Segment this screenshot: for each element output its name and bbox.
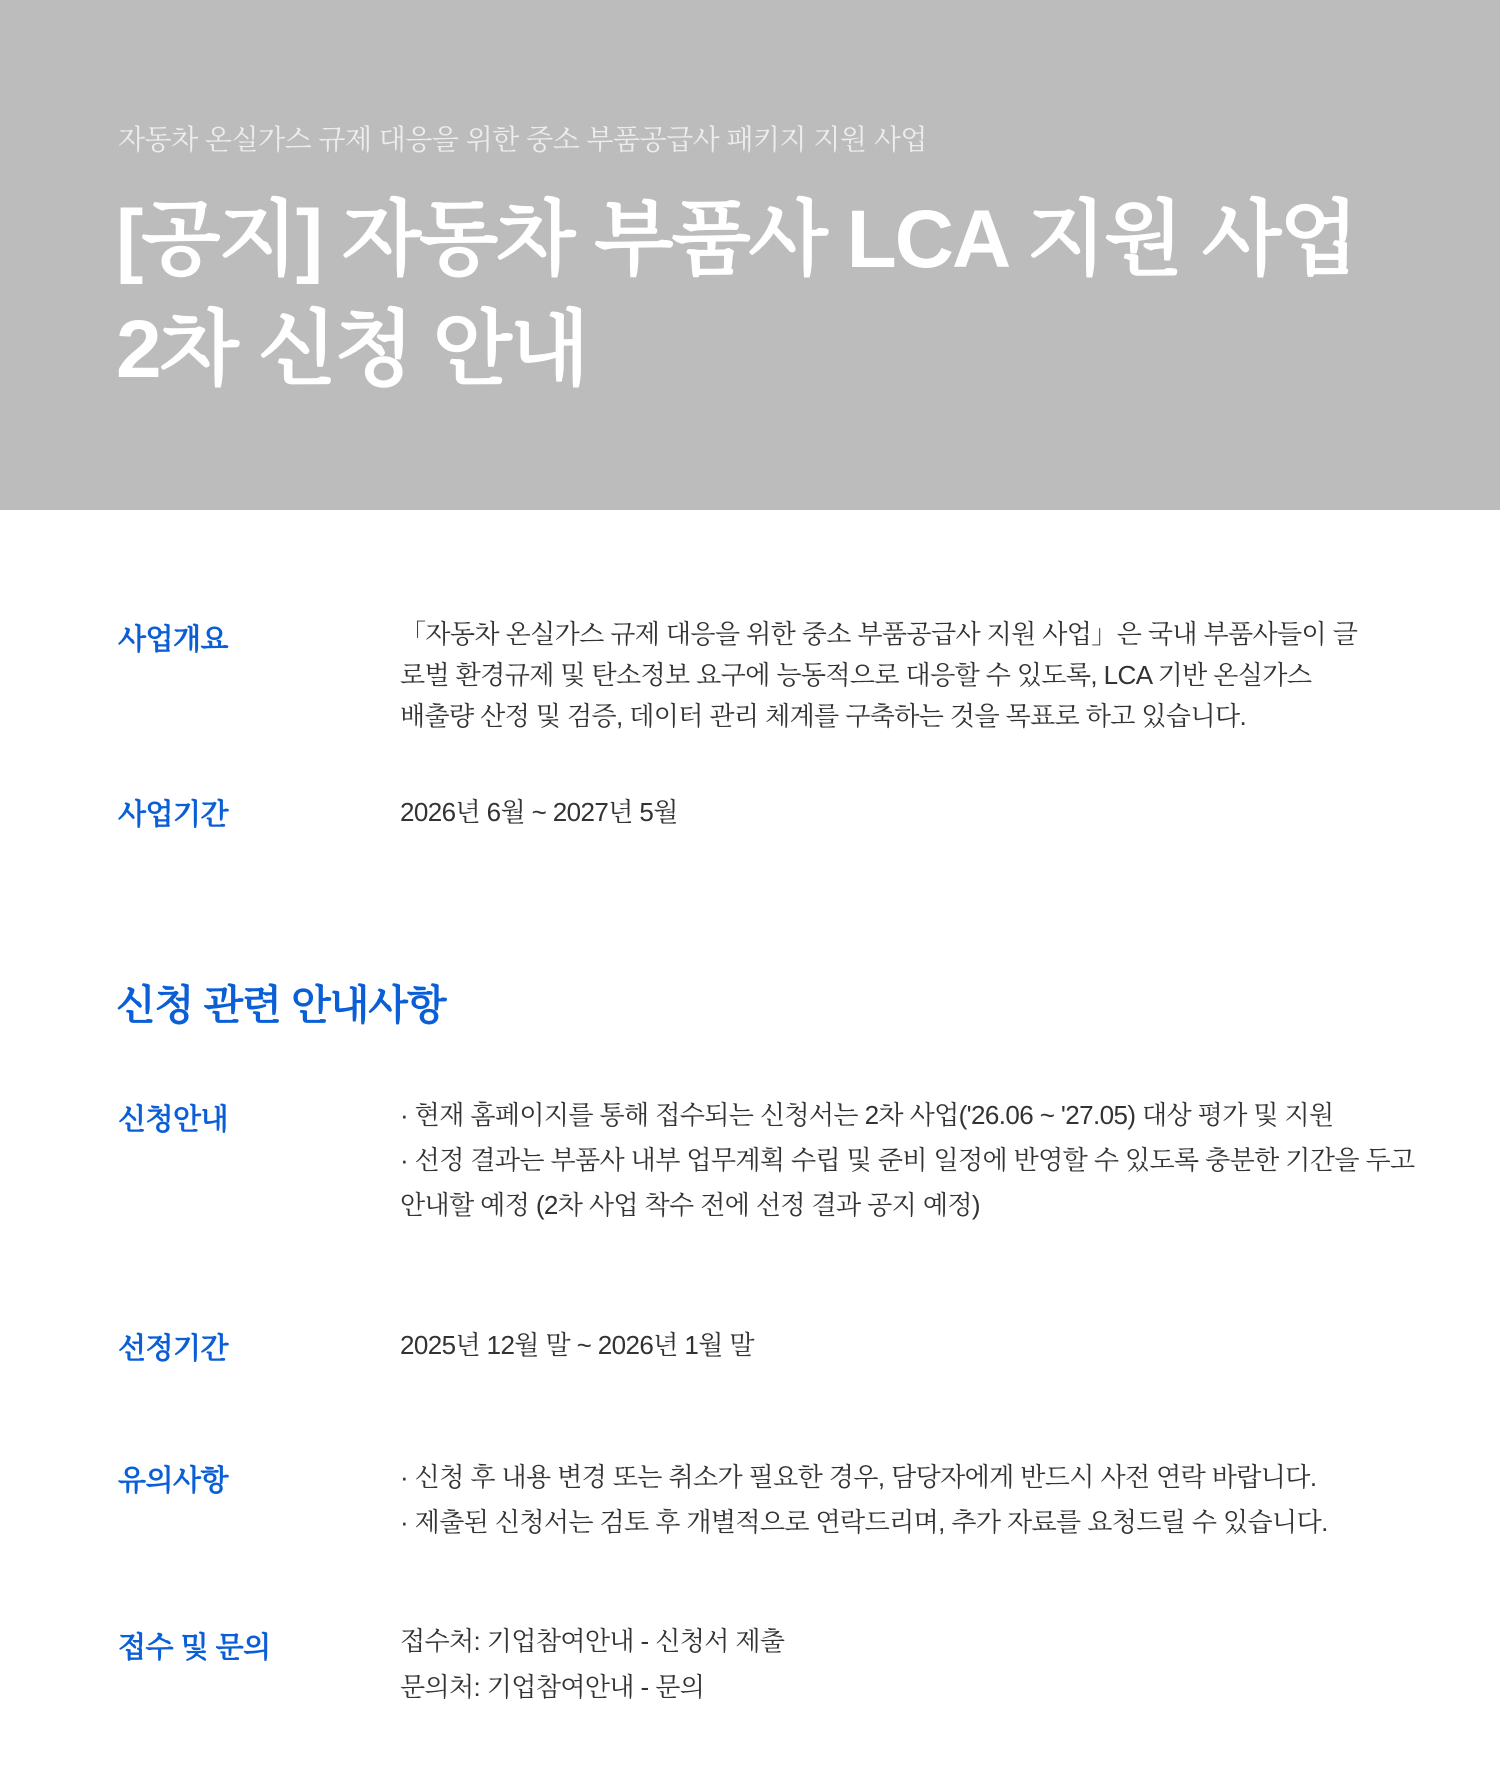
- application-label: 신청안내: [118, 1104, 229, 1136]
- section-title: 신청 관련 안내사항: [116, 982, 446, 1028]
- page-title-line-2: 2차 신청 안내: [116, 304, 588, 395]
- page-title-line-1: [공지] 자동차 부품사 LCA 지원 사업: [116, 194, 1357, 285]
- period-value: [400, 792, 1480, 832]
- contact-label: 접수 및 문의: [118, 1632, 271, 1664]
- overview-text: [400, 614, 1480, 737]
- page-title: [116, 185, 1416, 405]
- notes-label: 유의사항: [118, 1465, 229, 1497]
- application-line: · 선정 결과는 부품사 내부 업무계획 수립 및 준비 일정에 반영할 수 있도록 충분한 기간을 두고: [400, 1145, 1415, 1175]
- selection-value: [400, 1325, 1480, 1365]
- overview-line: 배출량 산정 및 검증, 데이터 관리 체계를 구축하는 것을 목표로 하고 있습니다.: [400, 701, 1247, 731]
- overview-line: 로벌 환경규제 및 탄소정보 요구에 능동적으로 대응할 수 있도록, LCA 기반 온실가스: [400, 660, 1312, 690]
- application-line: · 현재 홈페이지를 통해 접수되는 신청서는 2차 사업('26.06 ~ '27.05) 대상 평가 및 지원: [400, 1100, 1334, 1130]
- application-line: 안내할 예정 (2차 사업 착수 전에 선정 결과 공지 예정): [400, 1190, 980, 1220]
- period-text: 2026년 6월 ~ 2027년 5월: [400, 797, 678, 827]
- period-label: 사업기간: [118, 799, 229, 831]
- contact-text: [400, 1618, 1480, 1710]
- hero-banner: [0, 0, 1500, 510]
- contact-line: 접수처: 기업참여안내 - 신청서 제출: [400, 1626, 785, 1656]
- contact-line: 문의처: 기업참여안내 - 문의: [400, 1672, 705, 1702]
- hero-subtitle: 자동차 온실가스 규제 대응을 위한 중소 부품공급사 패키지 지원 사업: [118, 124, 927, 155]
- notes-text: [400, 1455, 1480, 1545]
- notes-line: · 제출된 신청서는 검토 후 개별적으로 연락드리며, 추가 자료를 요청드릴 수 있습니다.: [400, 1507, 1328, 1537]
- overview-line: 「자동차 온실가스 규제 대응을 위한 중소 부품공급사 지원 사업」은 국내 부품사들이 글: [400, 619, 1358, 649]
- selection-label: 선정기간: [118, 1333, 229, 1365]
- application-text: [400, 1093, 1480, 1228]
- overview-label: 사업개요: [118, 624, 229, 656]
- notes-line: · 신청 후 내용 변경 또는 취소가 필요한 경우, 담당자에게 반드시 사전 연락 바랍니다.: [400, 1462, 1317, 1492]
- selection-text: 2025년 12월 말 ~ 2026년 1월 말: [400, 1330, 754, 1360]
